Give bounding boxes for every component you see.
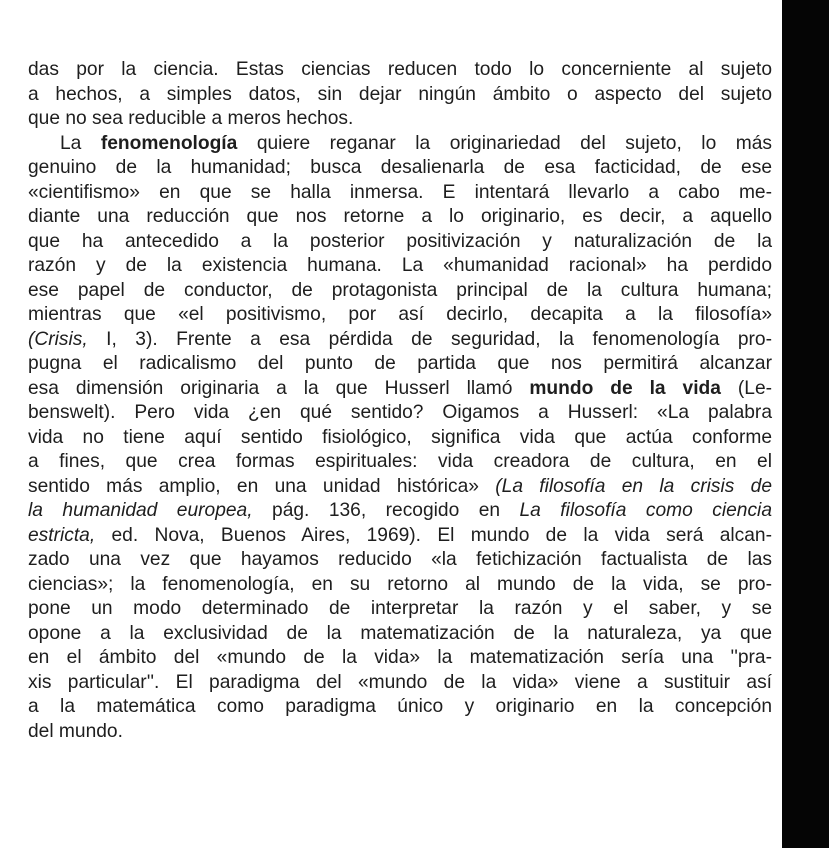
term-mundo-de-la-vida: mundo de la vida — [529, 377, 721, 399]
text-line: ese papel de conductor, de protagonista principal de la cultura humana; — [28, 279, 772, 301]
page-text — [28, 58, 772, 744]
text-run: sentido más amplio, en una unidad histórica» — [28, 475, 496, 497]
text-line: ciencias»; la fenomenología, en su retorno al mundo de la vida, se pro- — [28, 573, 772, 595]
text-line: xis particular''. El paradigma del «mundo de la vida» viene a sustituir así — [28, 671, 772, 693]
text-line: zado una vez que hayamos reducido «la fetichización factualista de las — [28, 549, 772, 570]
text-line: vida no tiene aquí sentido fisiológico, significa vida que actúa conforme — [28, 426, 772, 448]
text-line: pugna el radicalismo del punto de partida que nos permitirá alcanzar — [28, 353, 772, 374]
text-line: «cientifismo» en que se halla inmersa. E intentará llevarlo a cabo me- — [28, 181, 772, 203]
text-line: que no sea reducible a meros hechos. — [28, 108, 354, 129]
text-line — [28, 132, 772, 157]
text-line: diante una reducción que nos retorne a lo originario, es decir, a aquello — [28, 206, 772, 227]
text-line: razón y de la existencia humana. La «humanidad racional» ha perdido — [28, 255, 772, 276]
text-line: en el ámbito del «mundo de la vida» la matematización sería una ''pra- — [28, 647, 772, 668]
citation-title: la humanidad europea, — [28, 500, 253, 521]
text-line — [28, 377, 772, 402]
text-line — [28, 475, 772, 500]
text-line: a hechos, a simples datos, sin dejar ningún ámbito o aspecto del sujeto — [28, 83, 772, 105]
text-line: mientras que «el positivismo, por así decirlo, decapita a la filosofía» — [28, 304, 772, 325]
text-run: quiere reganar la originariedad del sujeto, lo más — [237, 132, 772, 154]
text-line: opone a la exclusividad de la matematización de la naturaleza, ya que — [28, 622, 772, 644]
text-line: genuino de la humanidad; busca desalienarla de esa facticidad, de ese — [28, 157, 772, 178]
text-line — [28, 499, 772, 524]
text-line — [28, 524, 772, 549]
text-line: a fines, que crea formas espirituales: vida creadora de cultura, en el — [28, 451, 772, 472]
text-run: pág. 136, recogido en — [252, 500, 520, 521]
text-line: pone un modo determinado de interpretar la razón y el saber, y se — [28, 598, 772, 619]
text-line: benswelt). Pero vida ¿en qué sentido? Oigamos a Husserl: «La palabra — [28, 402, 772, 423]
text-run: La — [60, 132, 101, 154]
citation-title: (La filosofía en la crisis de — [495, 475, 773, 497]
text-line: que ha antecedido a la posterior positivización y naturalización de la — [28, 230, 772, 252]
text-line: a la matemática como paradigma único y originario en la concepción — [28, 696, 772, 717]
citation-title: (Crisis, — [28, 328, 88, 350]
paragraph-2 — [28, 132, 772, 745]
text-run: esa dimensión originaria a la que Husserl llamó — [28, 377, 530, 399]
citation-title: estricta, — [28, 524, 96, 546]
term-fenomenologia: fenomenología — [100, 132, 238, 154]
text-line: del mundo. — [28, 720, 123, 742]
text-line — [28, 328, 772, 353]
text-run: I, 3). Frente a esa pérdida de seguridad, la fenomenología pro- — [87, 328, 772, 350]
paragraph-1 — [28, 58, 772, 132]
citation-title: La filosofía como ciencia — [519, 500, 772, 521]
page-edge-shadow — [782, 0, 829, 848]
text-line: das por la ciencia. Estas ciencias reducen todo lo concerniente al sujeto — [28, 59, 772, 80]
text-run: (Le- — [720, 377, 773, 399]
text-run: ed. Nova, Buenos Aires, 1969). El mundo de la vida será alcan- — [95, 524, 772, 546]
